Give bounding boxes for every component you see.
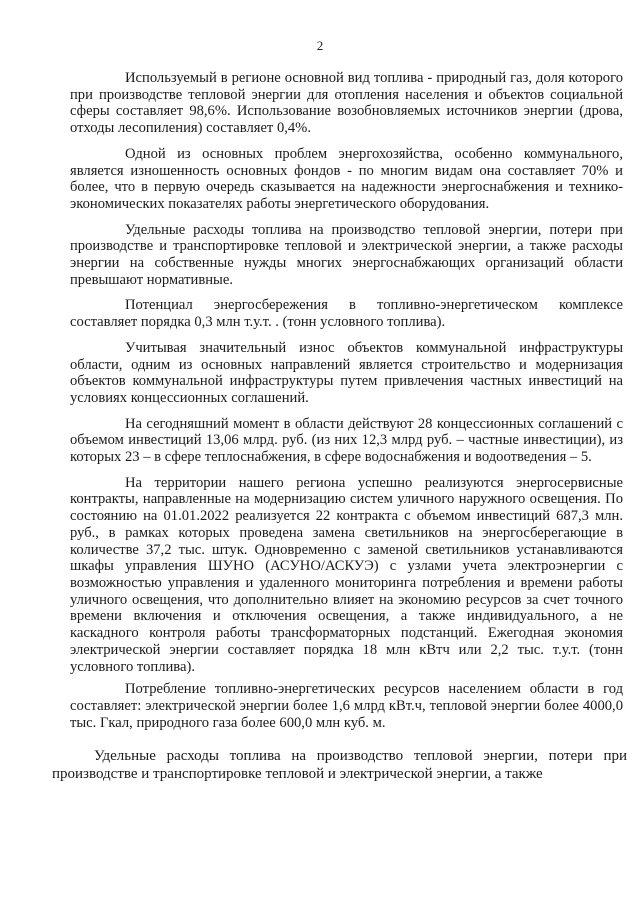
paragraph-worn-assets: Одной из основных проблем энергохозяйства, особенно коммунального, является изношенность основных фондов - по многим видам она составляет 70% и более, что в первую очередь сказывается на надежности энергоснабжения и технико-экономических показателях работы энергетического оборудования. — [70, 145, 623, 212]
paragraph-population-consumption: Потребление топливно-энергетических ресурсов населением области в год составляет: электрической энергии более 1,6 млрд кВт.ч, тепловой энергии более 4000,0 тыс. Гкал, природного газа более 600,0 млн куб. м. — [70, 681, 623, 731]
paragraph-fuel-consumption: Удельные расходы топлива на производство тепловой энергии, потери при производстве и транспортировке тепловой и электрической энергии, а также расходы энергии на собственные нужды многих энергоснабжающих организаций области превышают нормативные. — [70, 221, 623, 288]
page-number: 2 — [316, 38, 324, 53]
paragraph-energy-service-contracts: На территории нашего региона успешно реализуются энергосервисные контракты, направленные на модернизацию систем уличного наружного освещения. По состоянию на 01.01.2022 реализуется 22 контракта с объемом инвестиций 687,3 млн. руб., в рамках которых проведена замена светильников на энергосберегающие в количестве 37,2 тыс. штук. Одновременно с заменой светильников устанавливаются шкафы управления ШУНО (АСУНО/АСКУЭ) с узлами учета электроэнергии с возможностью управления и удаленного мониторинга потребления и времени работы уличного освещения, что дополнительно влияет на экономию ресурсов за счет точного времени включения и отключения освещения, а также индивидуального, а не каскадного контроля работы трансформаторных подстанций. Ежегодная экономия электрической энергии составляет порядка 18 млн кВтч или 2,2 тыс. т.у.т. (тонн условного топлива). — [70, 474, 623, 675]
paragraph-fuel-type: Используемый в регионе основной вид топлива - природный газ, доля которого при производстве тепловой энергии для отопления населения и объектов социальной сферы составляет 98,6%. Использование возобновляемых источников энергии (дрова, отходы лесопиления) составляет 0,4%. — [70, 70, 623, 137]
paragraph-concessions: На сегодняшний момент в области действуют 28 концессионных соглашений с объемом инвестиций 13,06 млрд. руб. (из них 12,3 млрд руб. – частные инвестиции), из которых 23 – в сфере теплоснабжения, в сфере водоснабжения и водоотведения – 5. — [70, 415, 623, 466]
paragraph-saving-potential: Потенциал энергосбережения в топливно-энергетическом комплексе составляет порядка 0,3 млн т.у.т. . (тонн условного топлива). — [70, 297, 623, 331]
paragraph-continuation: Удельные расходы топлива на производство тепловой энергии, потери при производстве и транспортировке тепловой и электрической энергии, а также — [52, 748, 627, 782]
document-body — [52, 70, 627, 792]
paragraph-infrastructure: Учитывая значительный износ объектов коммунальной инфраструктуры области, одним из основных направлений является строительство и модернизация объектов коммунальной инфраструктуры путем привлечения частных инвестиций на условиях концессионных соглашений. — [70, 339, 623, 406]
